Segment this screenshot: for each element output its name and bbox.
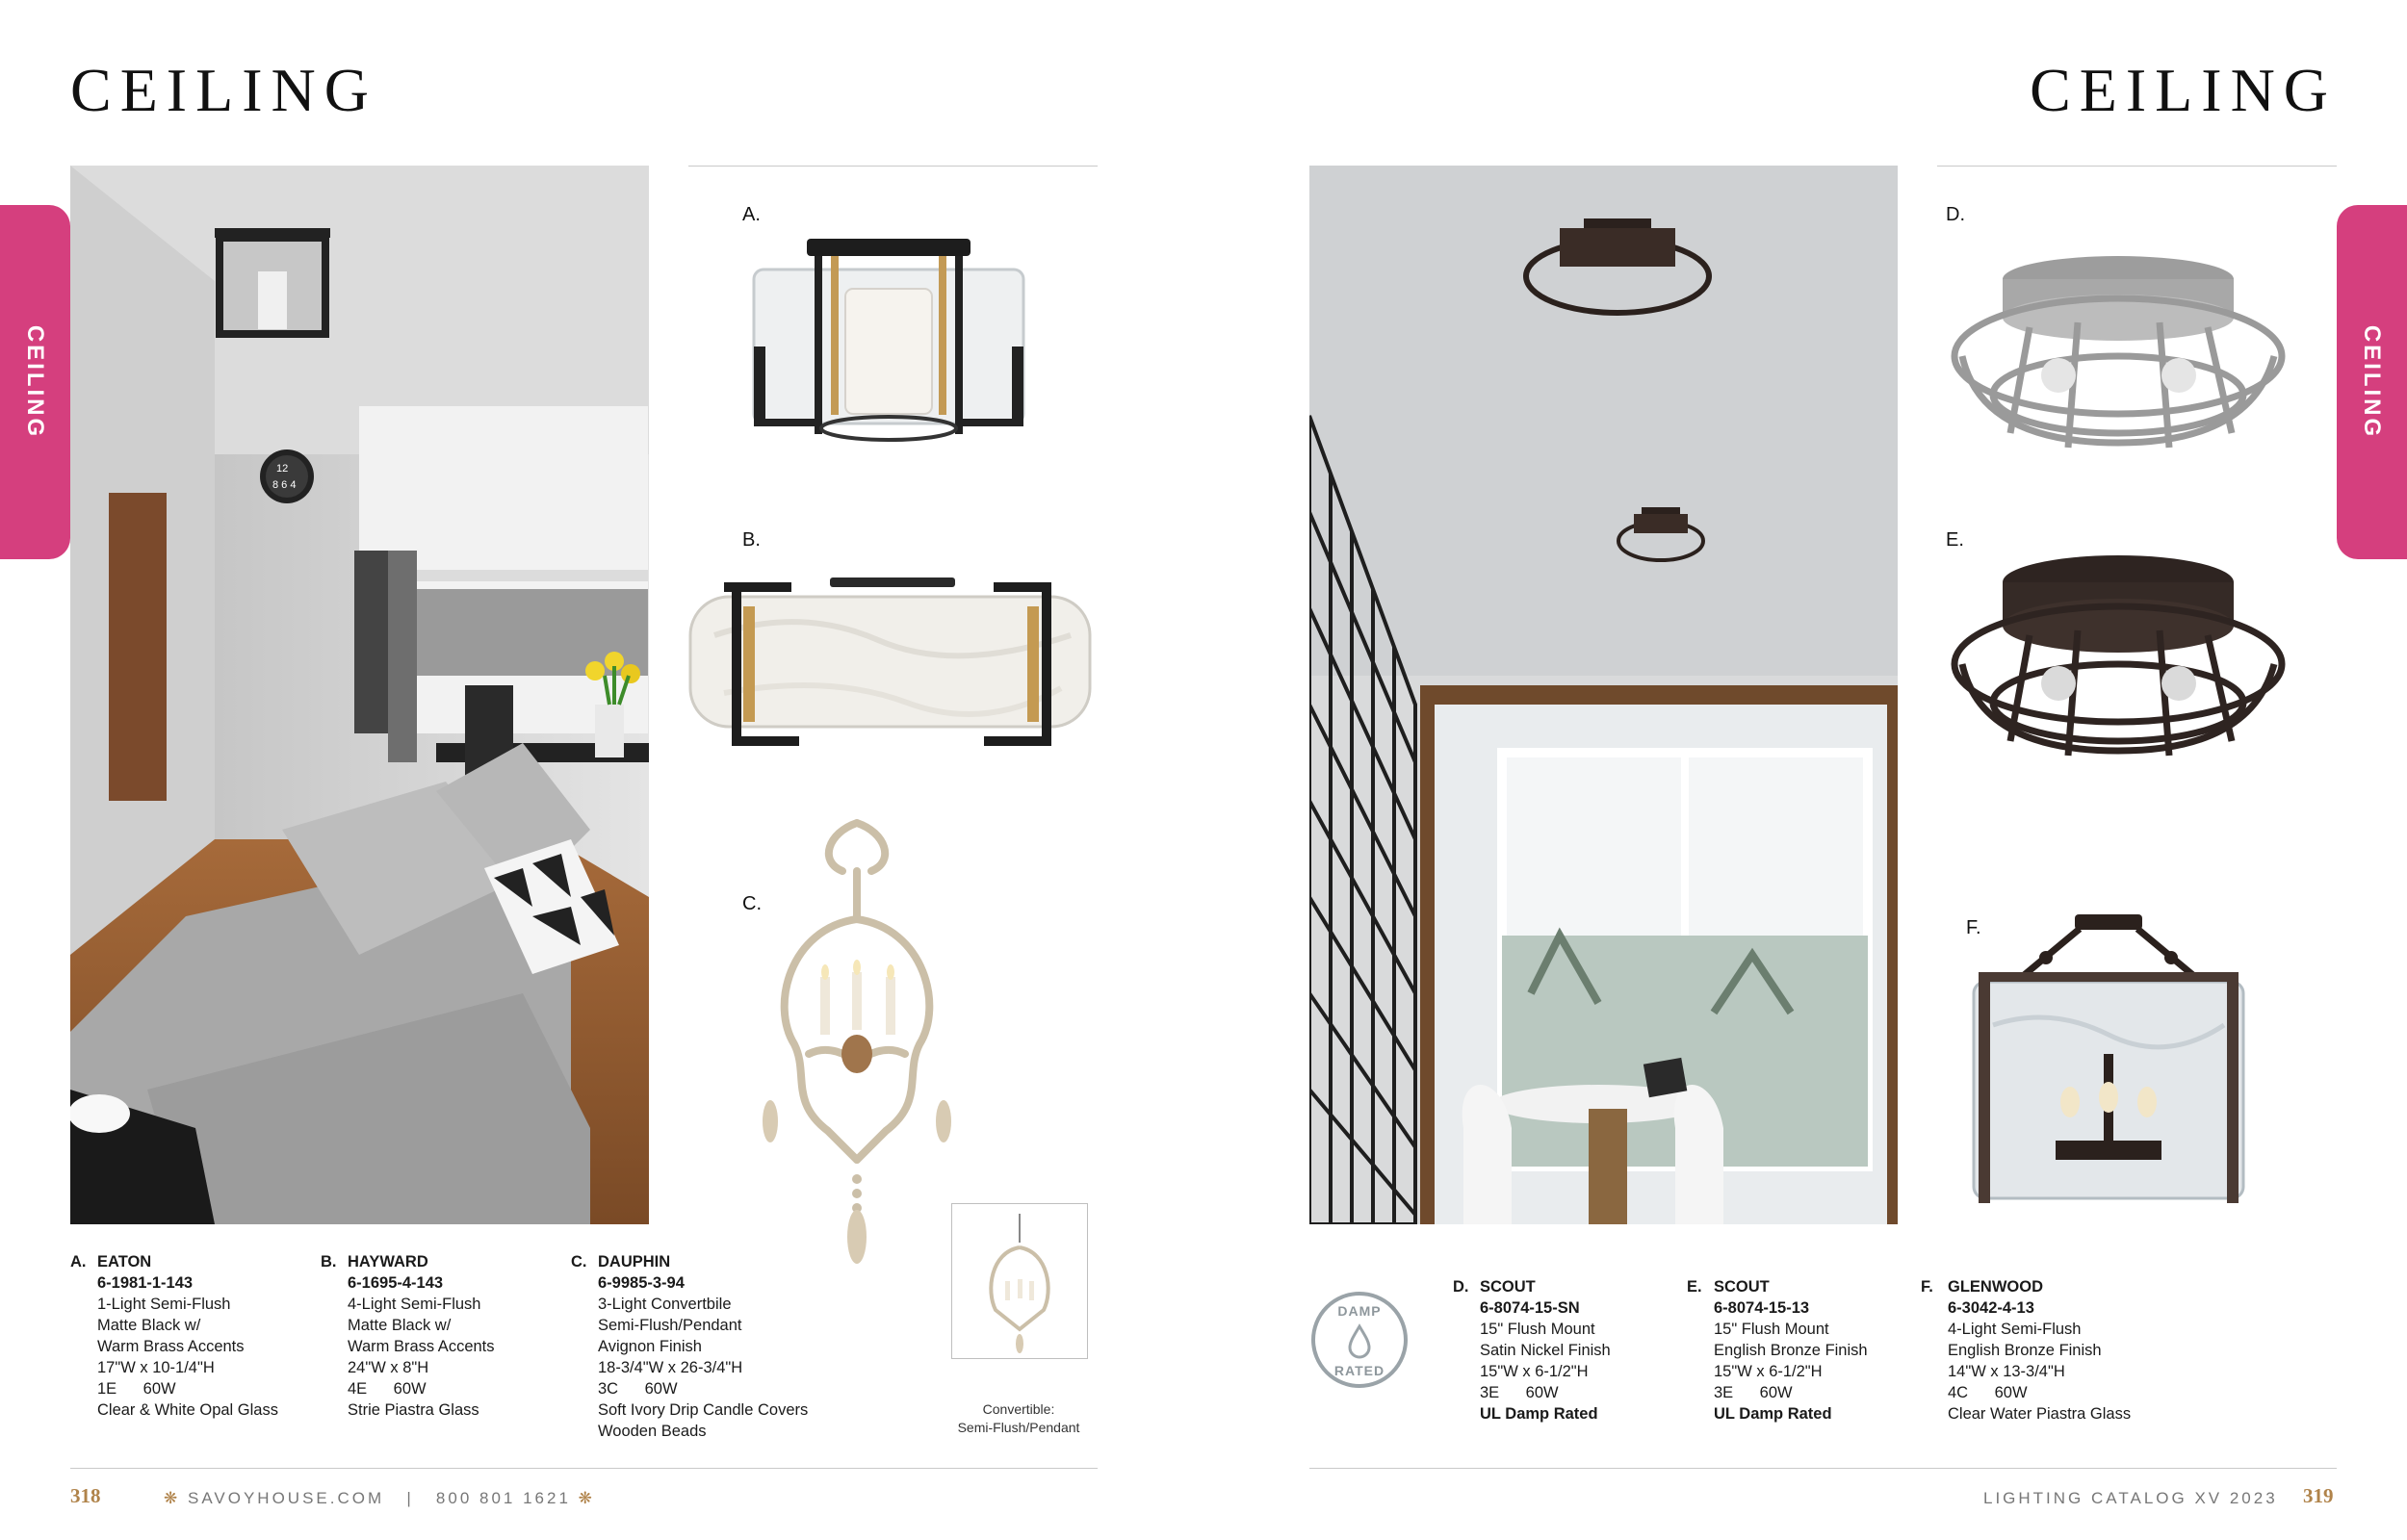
spec-line: 14"W x 13-3/4"H: [1948, 1363, 2065, 1380]
badge-top-text: DAMP: [1337, 1303, 1382, 1319]
spec-line: 1E 60W: [97, 1380, 176, 1398]
spec-line: 18-3/4"W x 26-3/4"H: [598, 1359, 743, 1376]
spec-letter: E.: [1687, 1278, 1702, 1296]
label-b: B.: [742, 529, 761, 551]
spec-line: Semi-Flush/Pendant: [598, 1317, 742, 1334]
label-c: C.: [742, 893, 762, 914]
spec-line: 3E 60W: [1480, 1384, 1559, 1401]
left-top-rule: [688, 166, 1098, 167]
product-name: SCOUT: [1480, 1278, 1536, 1296]
badge-bottom-text: RATED: [1333, 1363, 1385, 1378]
product-name: DAUPHIN: [598, 1253, 671, 1270]
spec-line: Clear Water Piastra Glass: [1948, 1405, 2132, 1423]
spec-letter: B.: [321, 1253, 337, 1270]
left-page-heading: CEILING: [70, 56, 377, 124]
spec-line: 3E 60W: [1714, 1384, 1793, 1401]
convertible-inset-image: [951, 1203, 1088, 1359]
spec-line: 15" Flush Mount: [1714, 1321, 1829, 1338]
spec-letter: C.: [571, 1253, 587, 1270]
label-a: A.: [742, 204, 761, 225]
product-spec-a: [70, 1251, 330, 1421]
spec-line: Strie Piastra Glass: [348, 1401, 479, 1419]
spec-line: 4-Light Semi-Flush: [348, 1296, 481, 1313]
spec-letter: A.: [70, 1253, 87, 1270]
right-footer-catalog: LIGHTING CATALOG XV 2023: [1983, 1489, 2278, 1507]
right-page-heading: CEILING: [2030, 56, 2337, 124]
spec-line: 17"W x 10-1/4"H: [97, 1359, 215, 1376]
product-sku: 6-8074-15-13: [1714, 1299, 1810, 1317]
right-page-number: 319: [2303, 1484, 2334, 1507]
spec-damp-rating: UL Damp Rated: [1480, 1405, 1598, 1423]
scout-satin-nickel-image: [1943, 250, 2294, 472]
svg-text:12: 12: [276, 463, 289, 475]
product-sku: 6-3042-4-13: [1948, 1299, 2034, 1317]
dauphin-fixture-image: [751, 813, 963, 1285]
product-spec-f: [1921, 1276, 2181, 1424]
right-footer-rule: [1309, 1468, 2337, 1469]
spec-line: 15" Flush Mount: [1480, 1321, 1595, 1338]
right-section-tab: [2337, 205, 2407, 559]
left-page-number: 318: [70, 1484, 101, 1507]
spec-line: Warm Brass Accents: [348, 1338, 495, 1355]
water-drop-icon: [1350, 1326, 1369, 1357]
glenwood-fixture-image: [1964, 910, 2253, 1208]
sun-ornament-icon: ❋: [164, 1489, 181, 1507]
convertible-caption-line-1: Convertible:: [982, 1401, 1055, 1417]
hayward-fixture-image: [686, 568, 1100, 760]
spec-line: Satin Nickel Finish: [1480, 1342, 1611, 1359]
eaton-fixture-image: [739, 231, 1038, 462]
spec-line: 4E 60W: [348, 1380, 427, 1398]
spec-line: Warm Brass Accents: [97, 1338, 245, 1355]
spec-line: Soft Ivory Drip Candle Covers: [598, 1401, 809, 1419]
product-sku: 6-1981-1-143: [97, 1274, 194, 1292]
spec-line: Clear & White Opal Glass: [97, 1401, 278, 1419]
footer-separator: |: [406, 1489, 414, 1507]
spec-line: English Bronze Finish: [1948, 1342, 2102, 1359]
spec-line: 4C 60W: [1948, 1384, 2028, 1401]
product-sku: 6-8074-15-SN: [1480, 1299, 1580, 1317]
spec-line: 15"W x 6-1/2"H: [1714, 1363, 1823, 1380]
label-f: F.: [1966, 917, 1981, 938]
convertible-caption-line-2: Semi-Flush/Pendant: [957, 1420, 1080, 1435]
left-footer-contact: [164, 1489, 595, 1508]
spec-line: 15"W x 6-1/2"H: [1480, 1363, 1589, 1380]
footer-website[interactable]: SAVOYHOUSE.COM: [187, 1489, 385, 1507]
product-name: SCOUT: [1714, 1278, 1770, 1296]
convertible-caption: [932, 1400, 1105, 1437]
left-section-tab-label: CEILING: [22, 324, 48, 440]
spec-damp-rating: UL Damp Rated: [1714, 1405, 1832, 1423]
sun-ornament-icon: ❋: [578, 1489, 595, 1507]
product-name: GLENWOOD: [1948, 1278, 2043, 1296]
product-spec-b: [321, 1251, 552, 1421]
spec-letter: F.: [1921, 1278, 1933, 1296]
spec-line: Matte Black w/: [97, 1317, 201, 1334]
footer-phone[interactable]: 800 801 1621: [435, 1489, 571, 1507]
dining-room-photo: [1309, 166, 1898, 1224]
spec-line: Matte Black w/: [348, 1317, 452, 1334]
product-name: EATON: [97, 1253, 152, 1270]
label-e: E.: [1946, 529, 1964, 551]
product-sku: 6-9985-3-94: [598, 1274, 685, 1292]
spec-line: 4-Light Semi-Flush: [1948, 1321, 2082, 1338]
left-footer-rule: [70, 1468, 1098, 1469]
spec-letter: D.: [1453, 1278, 1469, 1296]
spec-line: Wooden Beads: [598, 1423, 707, 1440]
product-name: HAYWARD: [348, 1253, 428, 1270]
spec-line: 3-Light Convertbile: [598, 1296, 732, 1313]
right-section-tab-label: CEILING: [2359, 324, 2385, 440]
label-d: D.: [1946, 204, 1965, 225]
svg-text:8 6 4: 8 6 4: [272, 479, 297, 491]
left-section-tab: [0, 205, 70, 559]
living-room-photo: [70, 166, 649, 1224]
product-sku: 6-1695-4-143: [348, 1274, 444, 1292]
product-spec-c: [571, 1251, 860, 1442]
damp-rated-badge: [1309, 1290, 1410, 1390]
right-top-rule: [1937, 166, 2337, 167]
product-spec-e: [1687, 1276, 1918, 1424]
spec-line: 24"W x 8"H: [348, 1359, 429, 1376]
spec-line: 3C 60W: [598, 1380, 678, 1398]
spec-line: 1-Light Semi-Flush: [97, 1296, 231, 1313]
scout-english-bronze-image: [1943, 549, 2294, 780]
spec-line: Avignon Finish: [598, 1338, 702, 1355]
spec-line: English Bronze Finish: [1714, 1342, 1868, 1359]
product-spec-d: [1453, 1276, 1684, 1424]
